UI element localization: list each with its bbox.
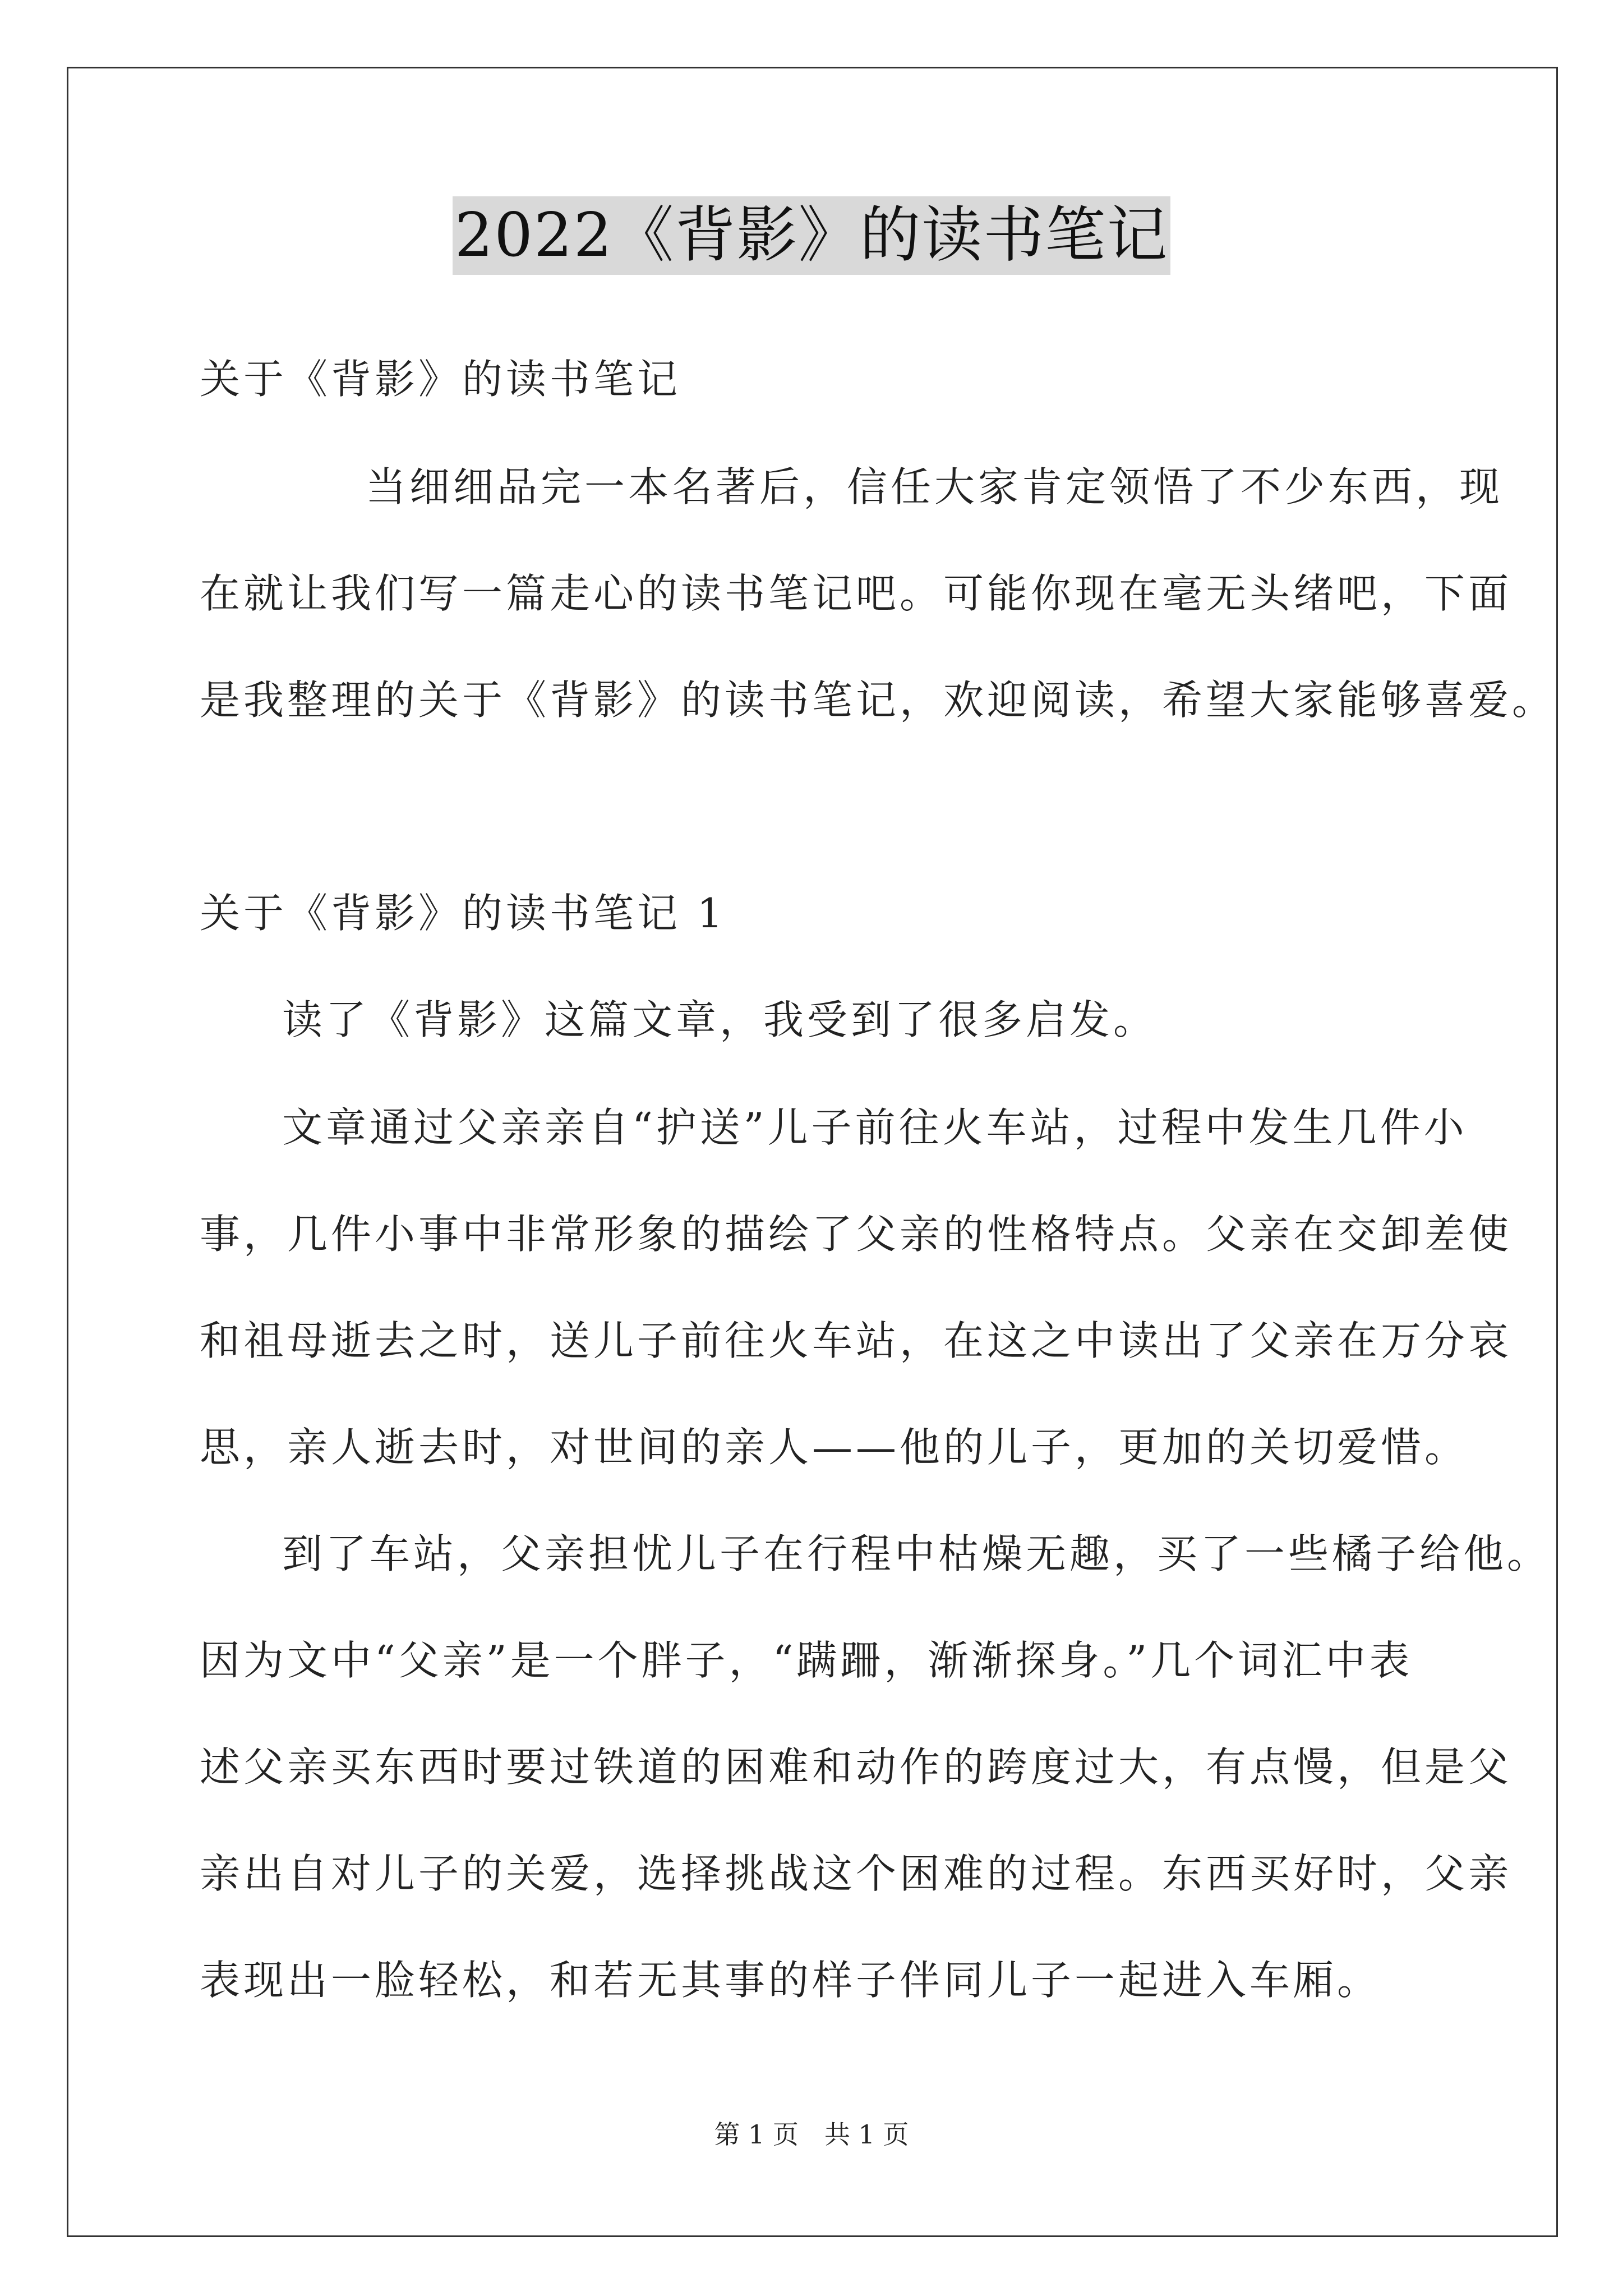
intro-line-3: 是我整理的关于《背影》的读书笔记，欢迎阅读，希望大家能够喜爱。 xyxy=(200,677,1556,724)
body-line-10: 表现出一脸轻松，和若无其事的样子伴同儿子一起进入车厢。 xyxy=(200,1957,1381,2004)
section-heading: 关于《背影》的读书笔记 1 xyxy=(200,890,726,937)
body-line-1: 读了《背影》这篇文章，我受到了很多启发。 xyxy=(282,996,1158,1043)
document-subtitle: 关于《背影》的读书笔记 xyxy=(200,356,681,403)
intro-line-1: 当细细品完一本名著后，信任大家肯定领悟了不少东西，现 xyxy=(366,463,1504,510)
page-footer: 第 1 页 共 1 页 xyxy=(714,2119,909,2150)
document-title: 2022《背影》的读书笔记 xyxy=(453,196,1171,275)
body-line-8: 述父亲买东西时要过铁道的困难和动作的跨度过大，有点慢，但是父 xyxy=(200,1743,1513,1791)
intro-line-2: 在就让我们写一篇走心的读书笔记吧。可能你现在毫无头绪吧，下面 xyxy=(200,570,1513,617)
body-line-5: 思，亲人逝去时，对世间的亲人——他的儿子，更加的关切爱惜。 xyxy=(200,1424,1469,1471)
body-line-9: 亲出自对儿子的关爱，选择挑战这个困难的过程。东西买好时，父亲 xyxy=(200,1850,1513,1897)
body-line-2: 文章通过父亲亲自“护送”儿子前往火车站，过程中发生几件小 xyxy=(282,1104,1468,1151)
body-line-4: 和祖母逝去之时，送儿子前往火车站，在这之中读出了父亲在万分哀 xyxy=(200,1317,1513,1364)
body-line-6: 到了车站，父亲担忧儿子在行程中枯燥无趣，买了一些橘子给他。 xyxy=(282,1530,1551,1577)
body-line-7: 因为文中“父亲”是一个胖子，“蹒跚，渐渐探身。”几个词汇中表 xyxy=(200,1637,1413,1684)
title-container xyxy=(0,196,1623,275)
body-line-3: 事，几件小事中非常形象的描绘了父亲的性格特点。父亲在交卸差使 xyxy=(200,1211,1513,1258)
